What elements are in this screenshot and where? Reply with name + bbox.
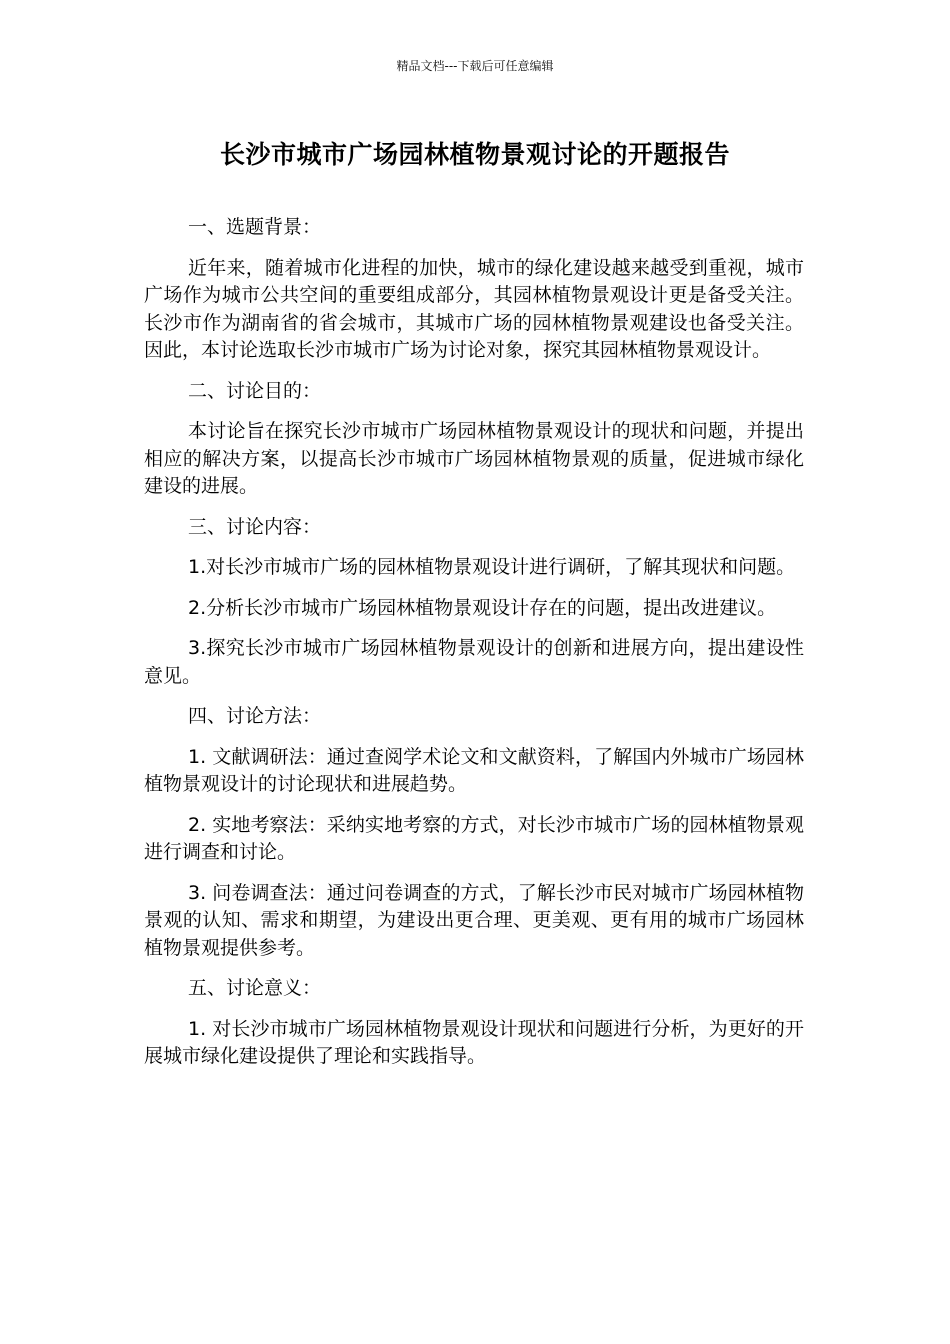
section-heading-background: 一、选题背景：	[188, 216, 322, 238]
paragraph-method-2: 2. 实地考察法：采纳实地考察的方式，对长沙市城市广场的园林植物景观进行调查和讨论。	[144, 813, 804, 863]
paragraph-purpose: 本讨论旨在探究长沙市城市广场园林植物景观设计的现状和问题，并提出相应的解决方案，以提高长沙市城市广场园林植物景观的质量，促进城市绿化建设的进展。	[144, 420, 804, 497]
section-heading-content: 三、讨论内容：	[188, 515, 322, 538]
paragraph-content-3: 3.探究长沙市城市广场园林植物景观设计的创新和进展方向，提出建设性意见。	[144, 637, 804, 687]
document-body	[144, 214, 804, 1084]
header-note: 精品文档---下载后可任意编辑	[396, 59, 554, 73]
section-heading-purpose: 二、讨论目的：	[188, 379, 322, 402]
paragraph-method-3: 3. 问卷调查法：通过问卷调查的方式，了解长沙市民对城市广场园林植物景观的认知、需求和期望，为建设出更合理、更美观、更有用的城市广场园林植物景观提供参考。	[144, 881, 804, 959]
paragraph-significance-1: 1. 对长沙市城市广场园林植物景观设计现状和问题进行分析，为更好的开展城市绿化建设提供了理论和实践指导。	[144, 1017, 804, 1067]
paragraph-content-2: 2.分析长沙市城市广场园林植物景观设计存在的问题，提出改进建议。	[188, 596, 777, 619]
section-heading-significance: 五、讨论意义：	[188, 977, 322, 999]
paragraph-background: 近年来，随着城市化进程的加快，城市的绿化建设越来越受到重视，城市广场作为城市公共空间的重要组成部分，其园林植物景观设计更是备受关注。长沙市作为湖南省的省会城市，其城市广场的园林植物景观建设也备受关注。因此，本讨论选取长沙市城市广场为讨论对象，探究其园林植物景观设计。	[144, 256, 804, 361]
document-title: 长沙市城市广场园林植物景观讨论的开题报告	[219, 140, 730, 169]
paragraph-method-1: 1. 文献调研法：通过查阅学术论文和文献资料，了解国内外城市广场园林植物景观设计的讨论现状和进展趋势。	[144, 745, 804, 795]
paragraph-content-1: 1.对长沙市城市广场的园林植物景观设计进行调研，了解其现状和问题。	[188, 556, 796, 578]
section-heading-methods: 四、讨论方法：	[188, 705, 322, 727]
